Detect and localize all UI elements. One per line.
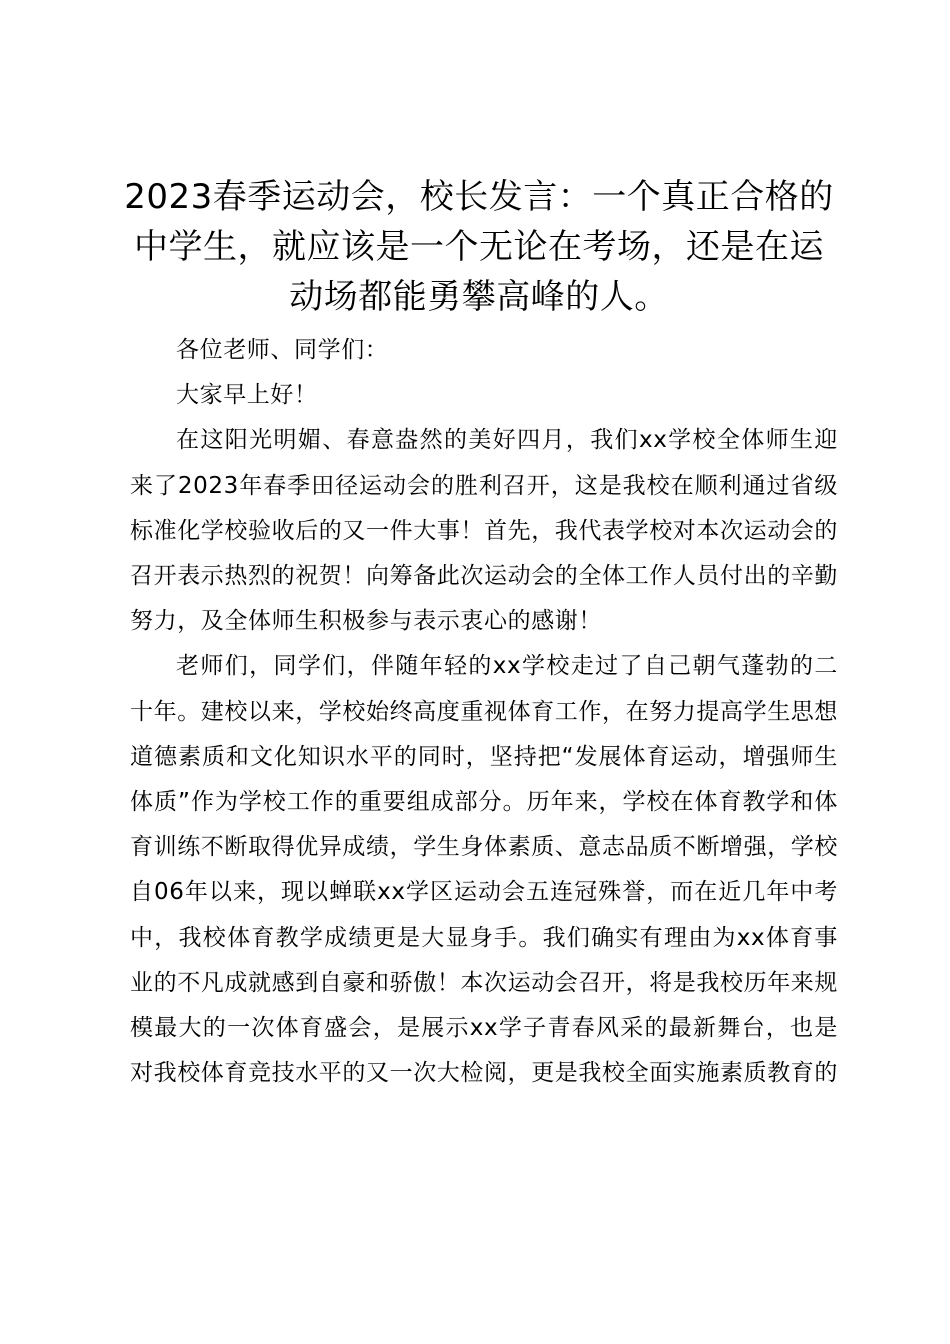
greeting: 大家早上好！ <box>176 382 318 409</box>
document-title: 2023春季运动会，校长发言：一个真正合格的中学生，就应该是一个无论在考场，还是在运动场都能勇攀高峰的人。 <box>124 177 834 317</box>
paragraph: 老师们，同学们，伴随年轻的xx学校走过了自己朝气蓬勃的二十年。建校以来，学校始终高度重视体育工作，在努力提高学生思想道德素质和文化知识水平的同时，坚持把“发展体育运动，增强师生体质”作为学校工作的重要组成部分。历年来，学校在体育教学和体育训练不断取得优异成绩，学生身体素质、意志品质不断增强，学校自06年以来，现以蝉联xx学区运动会五连冠殊誉，而在近几年中考中，我校体育教学成绩更是大显身手。我们确实有理由为xx体育事业的不凡成就感到自豪和骄傲！本次运动会召开，将是我校历年来规模最大的一次体育盛会，是展示xx学子青春风采的最新舞台，也是对我校体育竞技水平的又一次大检阅，更是我校全面实施素质教育的 <box>130 653 838 1087</box>
paragraph: 在这阳光明媚、春意盎然的美好四月，我们xx学校全体师生迎来了2023年春季田径运动会的胜利召开，这是我校在顺利通过省级标准化学校验收后的又一件大事！首先，我代表学校对本次运动会的召开表示热烈的祝贺！向筹备此次运动会的全体工作人员付出的辛勤努力，及全体师生积极参与表示衷心的感谢！ <box>130 427 838 635</box>
salutation: 各位老师、同学们： <box>176 337 389 363</box>
document-body <box>130 328 838 1096</box>
